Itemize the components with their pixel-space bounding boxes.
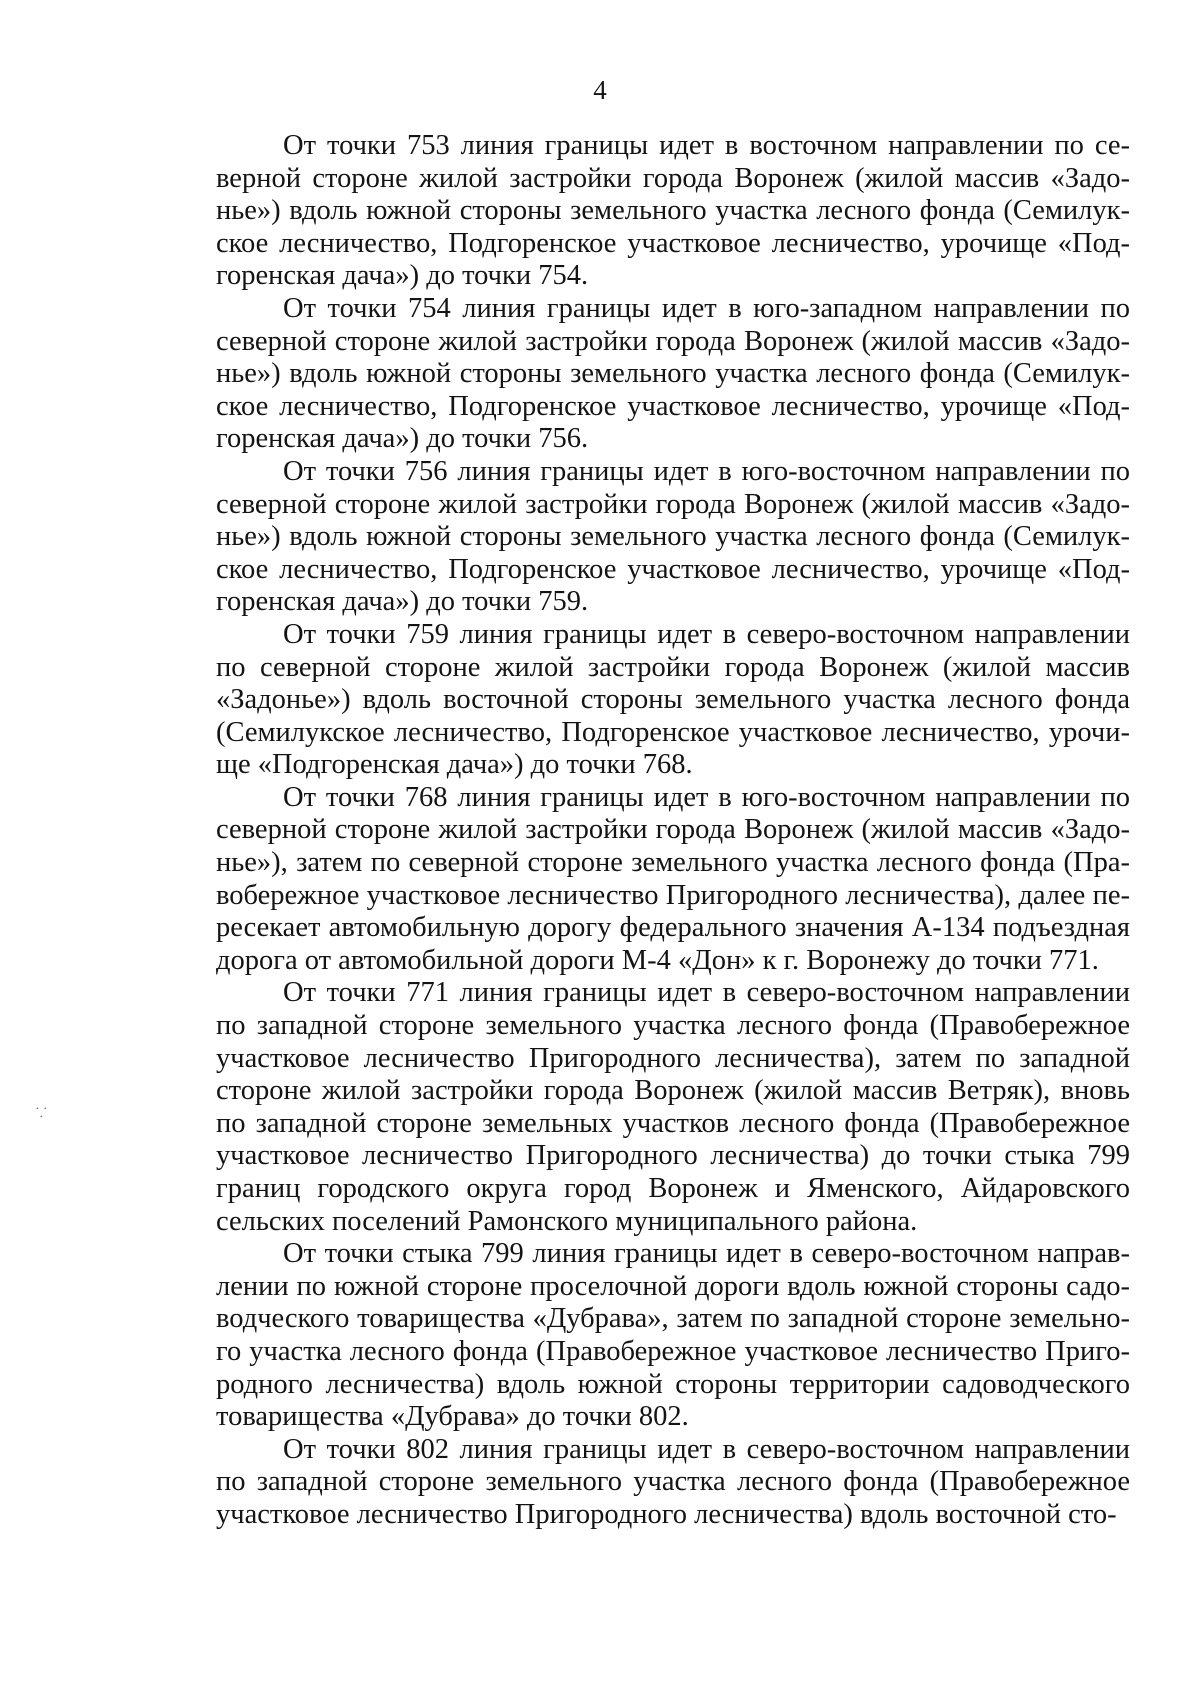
text-line: нье») вдоль южной стороны земельного участка лесного фонда (Семилук- <box>216 521 1130 553</box>
text-line: по западной стороне земельного участка лесного фонда (Правобережное <box>216 1466 1130 1498</box>
text-line: вобережное участковое лесничество Пригородного лесничества), далее пе- <box>216 879 1130 911</box>
page-number: 4 <box>593 75 607 105</box>
text-line: северной стороне жилой застройки города Воронеж (жилой массив «Задо- <box>216 814 1130 846</box>
paragraph <box>216 782 1130 978</box>
text-line: От точки 759 линия границы идет в северо-восточном направлении <box>283 618 1130 650</box>
paragraph <box>216 1238 1130 1434</box>
text-line: ское лесничество, Подгоренское участковое лесничество, урочище «Под- <box>216 227 1130 259</box>
text-line: нье») вдоль южной стороны земельного участка лесного фонда (Семилук- <box>216 195 1130 227</box>
text-line: нье») вдоль южной стороны земельного участка лесного фонда (Семилук- <box>216 358 1130 390</box>
paragraph <box>216 456 1130 619</box>
text-line: От точки 771 линия границы идет в северо-восточном направлении <box>283 977 1130 1009</box>
text-line: горенская дача») до точки 759. <box>216 586 589 618</box>
text-line: ское лесничество, Подгоренское участковое лесничество, урочище «Под- <box>216 553 1130 585</box>
paragraph <box>216 619 1130 782</box>
text-line: северной стороне жилой застройки города Воронеж (жилой массив «Задо- <box>216 325 1130 357</box>
text-line: сельских поселений Рамонского муниципального района. <box>216 1205 918 1237</box>
text-line: участковое лесничество Пригородного лесничества) вдоль восточной сто- <box>216 1498 1117 1530</box>
text-line: От точки 754 линия границы идет в юго-западном направлении по <box>283 292 1130 324</box>
document-body <box>216 130 1130 1532</box>
text-line: (Семилукское лесничество, Подгоренское участковое лесничество, урочи- <box>216 716 1130 748</box>
text-line: по западной стороне земельного участка лесного фонда (Правобережное <box>216 1010 1130 1042</box>
text-line: северной стороне жилой застройки города Воронеж (жилой массив «Задо- <box>216 488 1130 520</box>
text-line: водческого товарищества «Дубрава», затем по западной стороне земельно- <box>216 1303 1130 1335</box>
text-line: «Задонье») вдоль восточной стороны земельного участка лесного фонда <box>216 684 1130 716</box>
text-line: От точки 802 линия границы идет в северо-восточном направлении <box>283 1433 1130 1465</box>
text-line: ское лесничество, Подгоренское участковое лесничество, урочище «Под- <box>216 390 1130 422</box>
text-line: От точки стыка 799 линия границы идет в северо-восточном направ- <box>283 1238 1130 1270</box>
paragraph <box>216 130 1130 293</box>
scan-artifact-mark: ⸪ <box>36 1105 47 1120</box>
text-line: От точки 756 линия границы идет в юго-восточном направлении по <box>283 455 1130 487</box>
text-line: родного лесничества) вдоль южной стороны территории садоводческого <box>216 1368 1130 1400</box>
text-line: ресекает автомобильную дорогу федерального значения А-134 подъездная <box>216 912 1130 944</box>
text-line: го участка лесного фонда (Правобережное участковое лесничество Приго- <box>216 1335 1130 1367</box>
paragraph <box>216 293 1130 456</box>
text-line: границ городского округа город Воронеж и Яменского, Айдаровского <box>216 1173 1130 1204</box>
text-line: участковое лесничество Пригородного лесничества) до точки стыка 799 <box>216 1140 1130 1172</box>
text-line: товарищества «Дубрава» до точки 802. <box>216 1401 689 1433</box>
text-line: От точки 753 линия границы идет в восточном направлении по се- <box>283 130 1130 161</box>
text-line: участковое лесничество Пригородного лесничества), затем по западной <box>216 1042 1130 1074</box>
text-line: верной стороне жилой застройки города Воронеж (жилой массив «Задо- <box>216 162 1130 194</box>
paragraph <box>216 1434 1130 1532</box>
text-line: горенская дача») до точки 756. <box>216 423 589 455</box>
text-line: горенская дача») до точки 754. <box>216 260 589 292</box>
text-line: стороне жилой застройки города Воронеж (жилой массив Ветряк), вновь <box>216 1075 1130 1107</box>
text-line: От точки 768 линия границы идет в юго-восточном направлении по <box>283 781 1130 813</box>
text-line: по северной стороне жилой застройки города Воронеж (жилой массив <box>216 651 1130 683</box>
text-line: по западной стороне земельных участков лесного фонда (Правобережное <box>216 1107 1130 1139</box>
text-line: нье»), затем по северной стороне земельного участка лесного фонда (Пра- <box>216 847 1130 879</box>
text-line: лении по южной стороне проселочной дороги вдоль южной стороны садо- <box>216 1270 1130 1302</box>
text-line: ще «Подгоренская дача») до точки 768. <box>216 749 693 781</box>
text-line: дорога от автомобильной дороги М-4 «Дон» к г. Воронежу до точки 771. <box>216 944 1099 976</box>
paragraph <box>216 977 1130 1238</box>
